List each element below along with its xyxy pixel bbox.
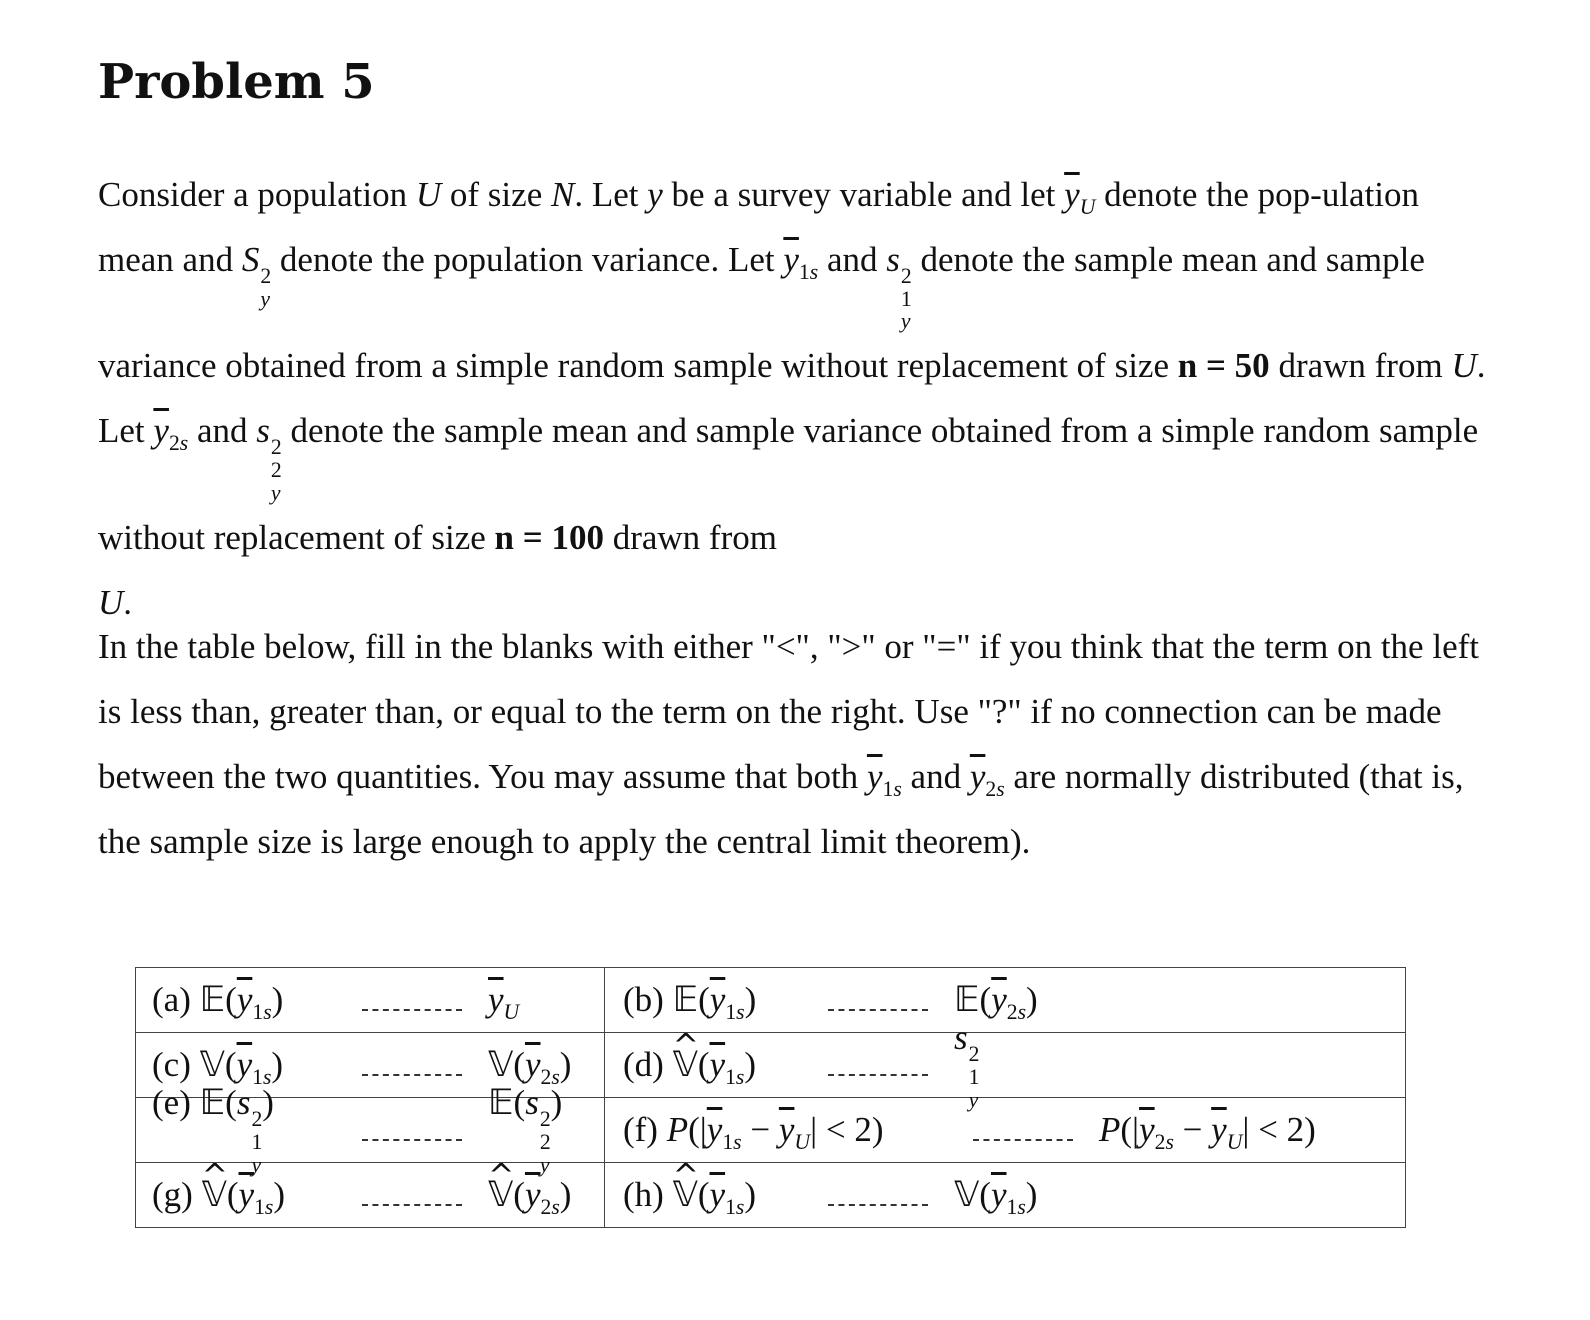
page-title: Problem 5 [98,54,375,110]
question-e: (e) 𝔼(s 2 1 y ) [152,1083,274,1177]
table-row [136,1098,1406,1163]
answer-blank-c[interactable] [362,1074,462,1076]
cell-a [136,968,605,1033]
cell-g [136,1163,605,1228]
table-row [136,1163,1406,1228]
problem-statement: Consider a population U of size N. Let y be a survey variable and let $\overline{y}_U$ denote the pop-ulation mean and S 2 y denote the population variance. Let $\overline{y}_{1s}$ and s 2 1 y denote the sample mean and sample variance obtained from a simple random sample without replacement of size n = 50 drawn from U. Let $\overline{y}_{2s}$ and s 2 2 y denote the sample mean and sample variance obtained from a simple random sample without replacement of size n = 100 drawn from U. [98,175,1486,622]
question-b: (b) $𝔼(\overline{y}_{1s})$ [623,980,757,1024]
question-c: (c) $𝕍(\overline{y}_{1s})$ [152,1045,284,1089]
term-f: $P(|\overline{y}_{2s} - \overline{y}_U| < 2)$ [1099,1110,1316,1154]
cell-f [605,1098,1406,1163]
answer-blank-g[interactable] [362,1204,462,1206]
table-row [136,968,1406,1033]
answer-blank-b[interactable] [828,1009,928,1011]
term-g: ^ $𝕍(\overline{y}_{2s})$ [478,1175,571,1215]
answer-blank-d[interactable] [828,1074,928,1076]
question-d: (d) ^ $𝕍(\overline{y}_{1s})$ [605,1045,808,1085]
question-h: (h) ^ $𝕍(\overline{y}_{1s})$ [605,1175,808,1215]
answer-blank-a[interactable] [362,1009,462,1011]
term-b: $𝔼(\overline{y}_{2s})$ [954,980,1038,1024]
answer-blank-h[interactable] [828,1204,928,1206]
cell-d [605,1018,1406,1112]
cell-b [605,968,1406,1033]
term-h: $𝕍(\overline{y}_{1s})$ [954,1175,1038,1219]
comparison-table [135,967,1406,1228]
question-f: (f) $P(|\overline{y}_{1s} - \overline{y}_U| < 2)$ [623,1110,884,1154]
term-c: $𝕍(\overline{y}_{2s})$ [488,1045,572,1089]
cell-h [605,1163,1406,1228]
answer-blank-e[interactable] [362,1139,462,1141]
answer-blank-f[interactable] [973,1139,1073,1141]
instructions: In the table below, fill in the blanks with either "<", ">" or "=" if you think that the term on the left is less than, greater than, or equal to the term on the right. Use "?" if no connection can be made between the two quantities. You may assume that both $\overline{y}_{1s}$ and $\overline{y}_{2s}$ are normally distributed (that is, the sample size is large enough to apply the central limit theorem). [98,627,1479,861]
term-d: s 2 1 y [954,1018,980,1112]
cell-e [136,1083,605,1177]
term-a: $\overline{y}_U$ [488,980,520,1024]
question-g: (g) ^ $𝕍(\overline{y}_{1s})$ [136,1175,342,1215]
question-a: (a) $𝔼(\overline{y}_{1s})$ [152,980,284,1024]
term-e: 𝔼(s 2 2 y ) [488,1083,563,1177]
